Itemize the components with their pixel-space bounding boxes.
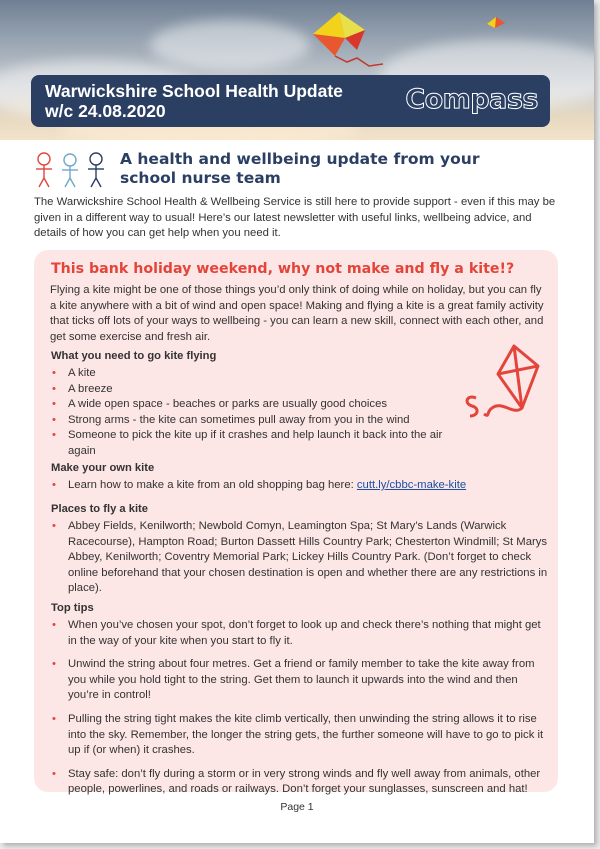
places-heading: Places to fly a kite: [51, 503, 149, 515]
need-heading: What you need to go kite flying: [51, 350, 217, 362]
list-item: • Someone to pick the kite up if it crashes and help launch it back into the air again: [50, 428, 460, 459]
tips-heading: Top tips: [51, 602, 94, 614]
page-number: Page 1: [280, 801, 314, 813]
intro-paragraph: The Warwickshire School Health & Wellbeing Service is still here to provide support - even if this may be given in a different way to usual! Here’s our latest newsletter with useful links, wellbeing advice, and details of how you can get help when you need it.: [34, 196, 556, 240]
list-item: • A wide open space - beaches or parks are usually good choices: [50, 397, 460, 413]
list-item: • Stay safe: don’t fly during a storm or in very strong winds and fly well away from animals, other people, powerlines, and roads or railways. Don’t forget your sunglasses, sunscreen and hat!: [50, 767, 548, 798]
title-banner: [31, 75, 550, 127]
compass-logo: Compass: [405, 84, 538, 115]
make-list: [50, 478, 548, 494]
newsletter-week: w/c 24.08.2020: [45, 101, 166, 121]
make-kite-link[interactable]: cutt.ly/cbbc-make-kite: [356, 479, 467, 491]
newsletter-title: Warwickshire School Health Update: [45, 81, 343, 101]
list-item: • Strong arms - the kite can sometimes pull away from you in the wind: [50, 413, 460, 429]
kite-panel: [34, 250, 558, 796]
kite-intro-paragraph: Flying a kite might be one of those things you’d only think of doing while on holiday, but you can fly a kite anywhere with a bit of wind and open space! Making and flying a kite is a great family activity that ticks off lots of your ways to wellbeing - you can learn a new skill, connect with each other, and get some exercise and fresh air.: [50, 284, 544, 343]
stick-figures-icon: [32, 150, 112, 190]
section-subheading: A health and wellbeing update from your school nurse team: [120, 150, 480, 187]
need-list: [50, 366, 460, 460]
list-item: • When you’ve chosen your spot, don’t forget to look up and check there’s nothing that might get in the way of your kite when you start to fly it.: [50, 618, 548, 649]
tips-list: [50, 618, 548, 798]
list-item: • Learn how to make a kite from an old shopping bag here: cutt.ly/cbbc-make-kite: [50, 478, 548, 494]
kite-photo: [305, 10, 385, 70]
kite-outline-icon: [456, 342, 552, 422]
list-item: • A breeze: [50, 382, 460, 398]
distant-kite-icon: [485, 16, 507, 30]
make-heading: Make your own kite: [51, 462, 155, 474]
sky-header-image: [0, 0, 594, 140]
list-item: • Pulling the string tight makes the kite climb vertically, then unwinding the string allows it to rise into the sky. Remember, the longer the string gets, the further someone will have to go to pick it up if (or when) it crashes.: [50, 712, 548, 759]
places-list: [50, 519, 548, 597]
list-item: • Abbey Fields, Kenilworth; Newbold Comyn, Leamington Spa; St Mary’s Lands (Warwick Racecourse), Hampton Road; Burton Dassett Hills Country Park; Chesterton Windmill; St Marys Abbey, Kenilworth; Coventry Memorial Park; Lickey Hills Country Park. (Don’t forget to check online beforehand that your chosen destination is open and whether there are any restrictions in place).: [50, 519, 548, 597]
list-item: • A kite: [50, 366, 460, 382]
panel-title: This bank holiday weekend, why not make and fly a kite!?: [51, 261, 515, 277]
list-item: • Unwind the string about four metres. Get a friend or family member to take the kite away from you while you hold tight to the string. Get them to launch it upwards into the wind and then you’re in control!: [50, 657, 548, 704]
